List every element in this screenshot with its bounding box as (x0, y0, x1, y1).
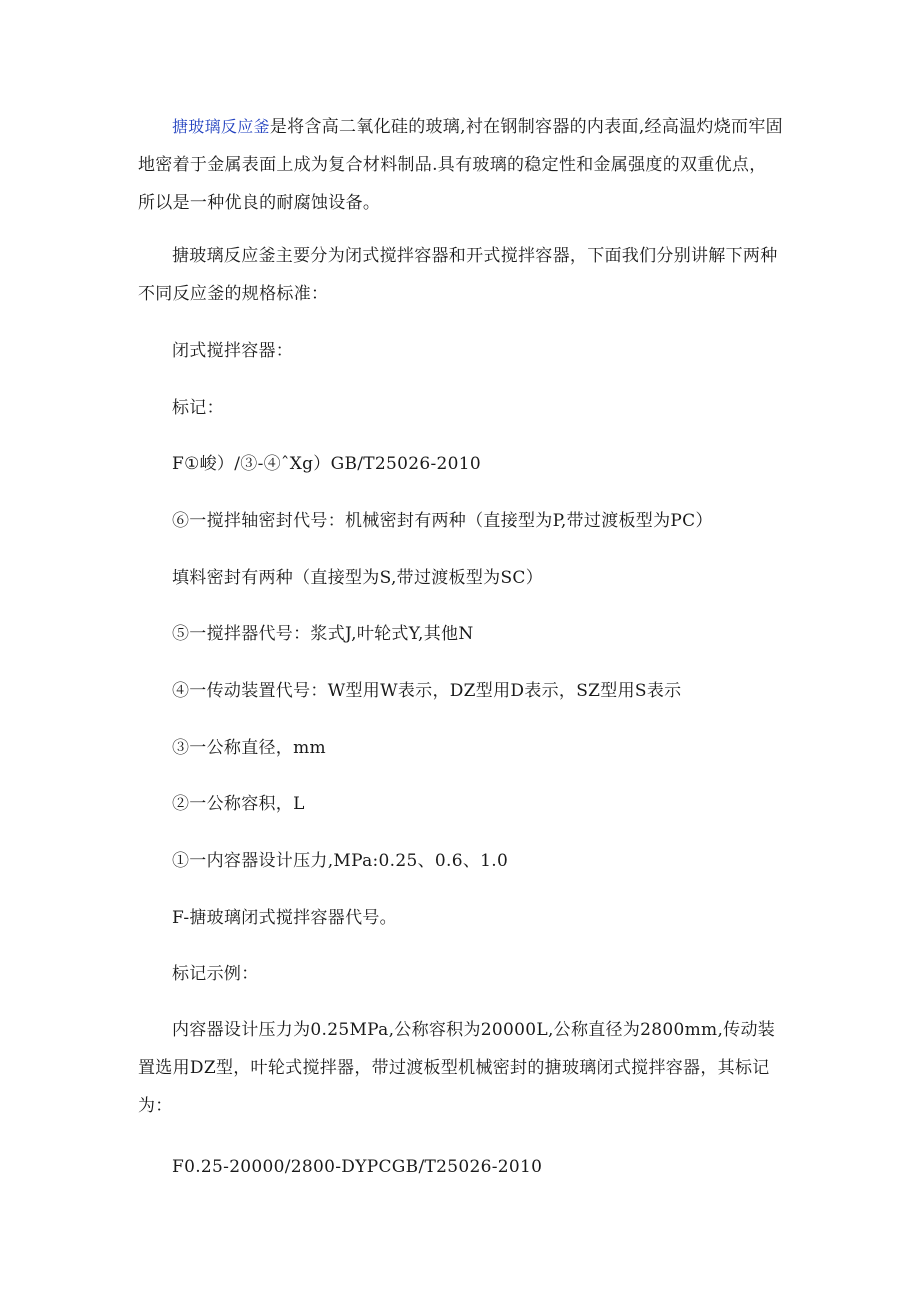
list-item-pressure: ①一内容器设计压力,MPa:0.25、0.6、1.0 (172, 851, 509, 871)
list-item-packing-seal: 填料密封有两种（直接型为S,带过渡板型为SC） (172, 568, 543, 588)
list-item-volume: ②一公称容积，L (172, 794, 305, 814)
example-label: 标记示例： (172, 964, 259, 984)
types-paragraph: 搪玻璃反应釜主要分为闭式搅拌容器和开式搅拌容器，下面我们分别讲解下两种不同反应釜的规格标准： (138, 246, 778, 304)
intro-paragraph (138, 108, 783, 222)
closed-vessel-heading: 闭式搅拌容器： (172, 341, 294, 361)
mark-formula: F①峻）/③-④ˆXg）GB/T25026-2010 (172, 454, 482, 474)
example-paragraph: 内容器设计压力为0.25MPa,公称容积为20000L,公称直径为2800mm,传动装置选用DZ型，叶轮式搅拌器，带过渡板型机械密封的搪玻璃闭式搅拌容器，其标记为： (138, 1020, 776, 1116)
list-item-agitator: ⑤一搅拌器代号：浆式J,叶轮式Y,其他N (172, 624, 474, 644)
mark-label: 标记： (172, 398, 224, 418)
reactor-link[interactable]: 搪玻璃反应釜 (172, 117, 270, 136)
example-code: F0.25-20000/2800-DYPCGB/T25026-2010 (172, 1157, 543, 1177)
list-item-drive: ④一传动装置代号：W型用W表示，DZ型用D表示，SZ型用S表示 (172, 681, 682, 701)
list-item-diameter: ③一公称直径，mm (172, 738, 326, 758)
list-item-code: F-搪玻璃闭式搅拌容器代号。 (172, 908, 397, 928)
intro-text: 是将含高二氧化硅的玻璃,衬在钢制容器的内表面,经高温灼烧而牢固地密着于金属表面上成为复合材料制品.具有玻璃的稳定性和金属强度的双重优点，所以是一种优良的耐腐蚀设备。 (138, 117, 783, 213)
list-item-shaft-seal: ⑥一搅拌轴密封代号：机械密封有两种（直接型为P,带过渡板型为PC） (172, 511, 713, 531)
